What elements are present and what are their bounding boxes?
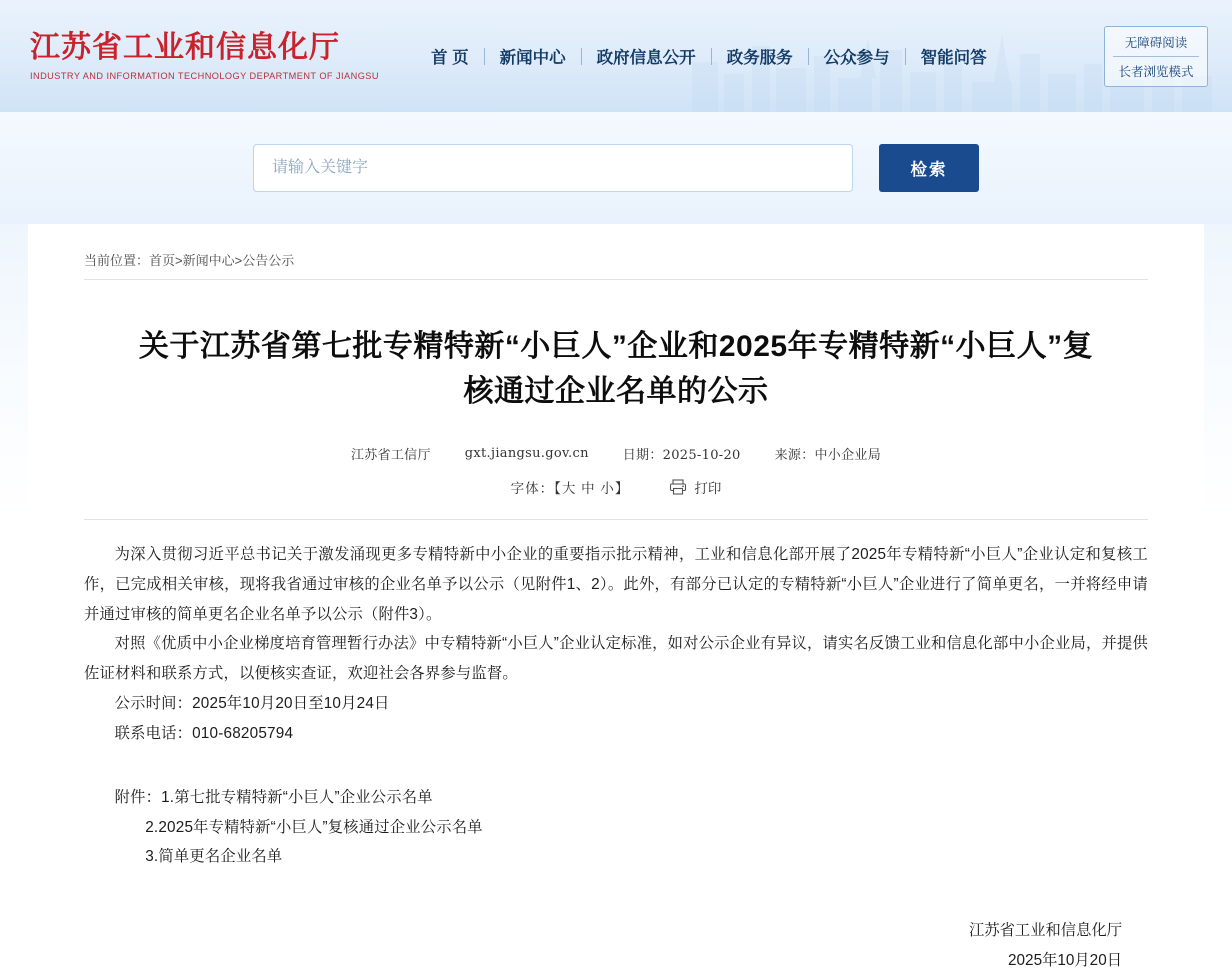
content-divider bbox=[84, 519, 1148, 520]
font-size-control bbox=[511, 477, 630, 497]
document-signature bbox=[84, 916, 1148, 968]
page-body bbox=[0, 224, 1232, 968]
article-paragraph: 为深入贯彻习近平总书记关于激发涌现更多专精特新中小企业的重要指示批示精神，工业和信息化部开展了2025年专精特新“小巨人”企业认定和复核工作，已完成相关审核，现将我省通过审核的企业名单予以公示（见附件1、2）。此外，有部分已认定的专精特新“小巨人”企业进行了简单更名，一并将经申请并通过审核的简单更名企业名单予以公示（附件3）。 bbox=[84, 546, 1148, 623]
breadcrumb bbox=[84, 246, 1148, 280]
meta-source: 来源：中小企业局 bbox=[774, 448, 882, 463]
meta-department: 江苏省工信厅 bbox=[350, 448, 431, 463]
nav-item-public-participation[interactable]: 公众参与 bbox=[823, 49, 890, 67]
article-paragraph: 公示时间：2025年10月20日至10月24日 bbox=[114, 695, 390, 713]
logo-title-cn: 江苏省工业和信息化厅 bbox=[30, 30, 340, 66]
nav-item-home[interactable]: 首 页 bbox=[431, 49, 469, 67]
print-button[interactable] bbox=[669, 477, 721, 497]
search-button[interactable]: 检索 bbox=[879, 144, 979, 192]
breadcrumb-path[interactable]: 首页>新闻中心>公告公示 bbox=[149, 253, 295, 268]
page-title: 关于江苏省第七批专精特新“小巨人”企业和2025年专精特新“小巨人”复核通过企业名单的公示 bbox=[138, 330, 1094, 408]
font-size-label: 字体：【 bbox=[510, 481, 562, 496]
article-body bbox=[84, 540, 1148, 872]
font-size-large[interactable]: 大 bbox=[561, 481, 577, 496]
breadcrumb-prefix: 当前位置： bbox=[84, 253, 150, 268]
nav-item-government-services[interactable]: 政务服务 bbox=[726, 49, 793, 67]
logo-title-en: INDUSTRY AND INFORMATION TECHNOLOGY DEPARTMENT OF JIANGSU bbox=[30, 70, 379, 81]
search-input[interactable] bbox=[253, 144, 853, 192]
signature-organization: 江苏省工业和信息化厅 bbox=[969, 922, 1122, 940]
printer-icon bbox=[669, 479, 687, 495]
main-navigation bbox=[416, 44, 1094, 68]
nav-item-government-info[interactable]: 政府信息公开 bbox=[596, 49, 696, 67]
site-logo[interactable] bbox=[30, 31, 400, 81]
font-size-label-end: 】 bbox=[614, 481, 630, 496]
nav-item-news-center[interactable]: 新闻中心 bbox=[499, 49, 566, 67]
meta-site-url: gxt.jiangsu.gov.cn bbox=[464, 446, 589, 461]
attachment-item[interactable]: 3.简单更名企业名单 bbox=[145, 848, 283, 866]
print-label: 打印 bbox=[694, 481, 722, 496]
attachment-item[interactable]: 附件：1.第七批专精特新“小巨人”企业公示名单 bbox=[114, 788, 433, 806]
article-paragraph: 联系电话：010-68205794 bbox=[114, 724, 294, 742]
article-tools bbox=[84, 477, 1148, 497]
site-header bbox=[0, 0, 1232, 112]
font-size-medium[interactable]: 中 bbox=[581, 481, 596, 496]
elder-browse-mode-link[interactable]: 长者浏览模式 bbox=[1118, 64, 1194, 79]
search-band bbox=[0, 112, 1232, 224]
meta-date: 日期：2025-10-20 bbox=[622, 448, 741, 463]
nav-item-smart-qa[interactable]: 智能问答 bbox=[920, 49, 987, 67]
article-paragraph: 对照《优质中小企业梯度培育管理暂行办法》中专精特新“小巨人”企业认定标准，如对公示企业有异议，请实名反馈工业和信息化部中小企业局，并提供佐证材料和联系方式，以便核实查证，欢迎社会各界参与监督。 bbox=[84, 635, 1148, 683]
attachment-item[interactable]: 2.2025年专精特新“小巨人”复核通过企业公示名单 bbox=[145, 818, 483, 836]
signature-date: 2025年10月20日 bbox=[1008, 952, 1122, 968]
content-card bbox=[28, 224, 1204, 968]
accessibility-reading-link[interactable]: 无障碍阅读 bbox=[1113, 33, 1199, 57]
attachment-list bbox=[84, 783, 1148, 872]
font-size-small[interactable]: 小 bbox=[600, 481, 615, 496]
article-meta bbox=[84, 444, 1148, 463]
accessibility-box bbox=[1104, 26, 1208, 87]
